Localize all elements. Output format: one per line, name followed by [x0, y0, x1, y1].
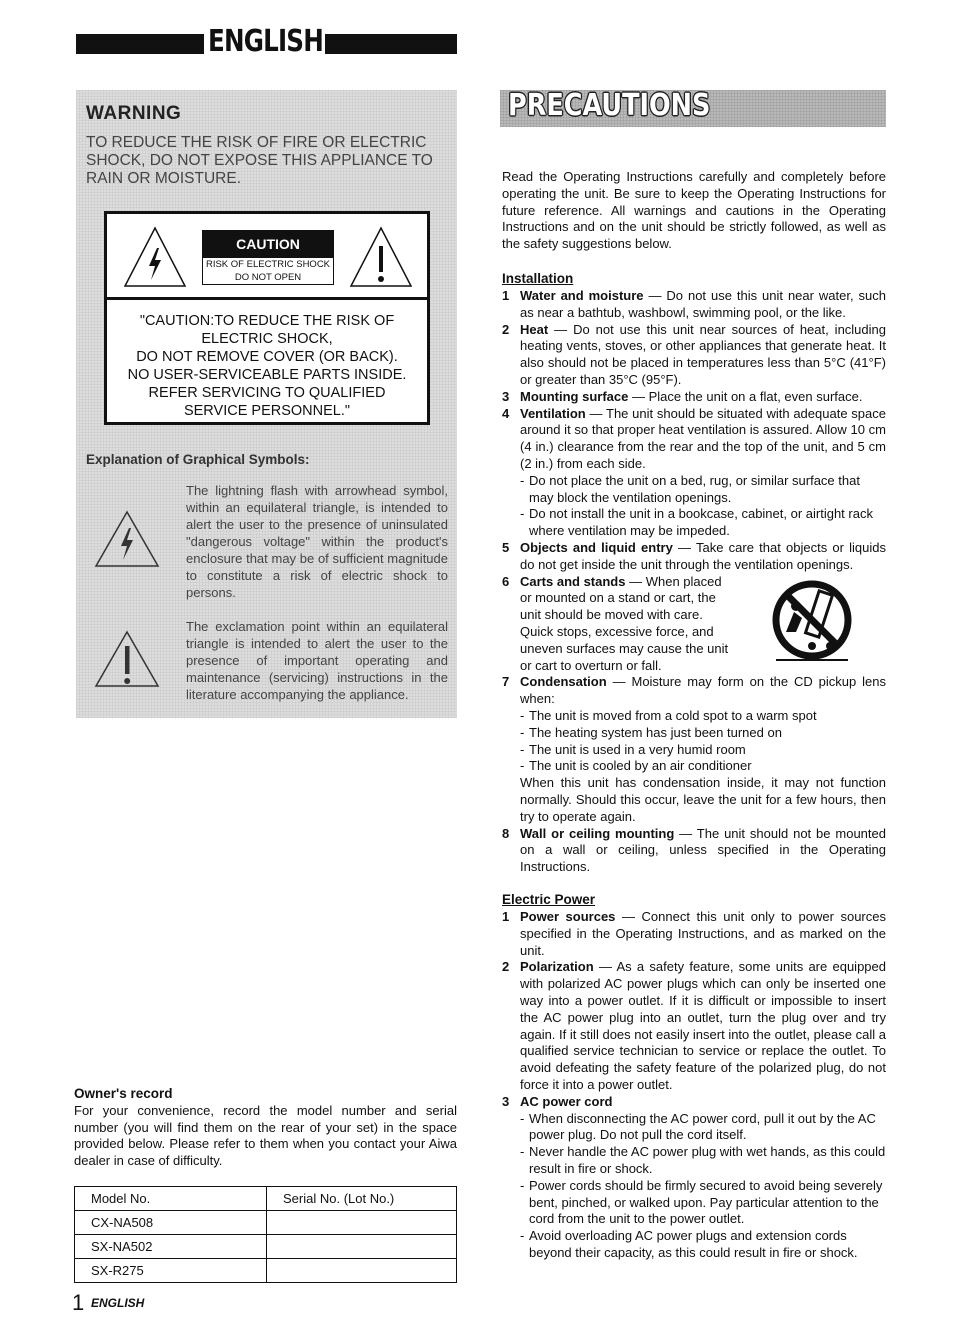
sub-item: - The unit is used in a very humid room — [520, 741, 746, 757]
sub-item-text: The heating system has just been turned on — [529, 724, 782, 740]
item-number: 3 — [502, 388, 510, 404]
sub-item-text: Avoid overloading AC power plugs and extension cords beyond their capacity, as this could result in fire or shock. — [529, 1228, 858, 1260]
sub-item-text: The unit is used in a very humid room — [529, 741, 746, 757]
list-item — [502, 406, 886, 540]
caution-sub-2: DO NOT OPEN — [234, 272, 302, 283]
table-cell: SX-R275 — [75, 1259, 267, 1283]
sub-item-text: When disconnecting the AC power cord, pull it out by the AC power plug. Do not pull the cord itself. — [529, 1110, 876, 1143]
sub-item: - The heating system has just been turned on — [520, 724, 782, 740]
item-number: 2 — [502, 959, 510, 975]
table-cell: SX-NA502 — [75, 1235, 267, 1259]
list-item — [502, 674, 886, 825]
list-item — [502, 909, 886, 959]
item-text: — Connect this unit only to power sources specified in the Operating Instructions, and as marked on the unit. — [520, 909, 886, 958]
item-number: 5 — [502, 539, 510, 555]
sub-item: - Never handle the AC power plug with wet hands, as this could result in fire or shock. — [520, 1144, 886, 1176]
list-item — [502, 389, 886, 406]
sub-item-text: Do not install the unit in a bookcase, cabinet, or airtight rack where ventilation may be impeded. — [529, 506, 873, 539]
caution-label-area — [107, 214, 427, 300]
caution-box — [104, 211, 430, 425]
item-number: 1 — [502, 288, 510, 303]
caution-line: REFER SERVICING TO QUALIFIED — [148, 385, 386, 401]
list-item — [502, 959, 886, 1093]
item-number: 4 — [502, 405, 510, 421]
table-cell — [267, 1211, 457, 1235]
item-number: 6 — [502, 573, 510, 589]
item-number: 3 — [502, 1093, 510, 1109]
precautions-title: PRECAUTIONS — [508, 88, 711, 123]
sub-item-text: The unit is moved from a cold spot to a warm spot — [529, 707, 817, 723]
model-serial-table — [74, 1186, 457, 1283]
sub-item: - Do not place the unit on a bed, rug, or similar surface that may block the ventilation openings. — [520, 472, 860, 505]
caution-line: "CAUTION:TO REDUCE THE RISK OF — [139, 313, 395, 329]
item-number: 7 — [502, 674, 510, 690]
item-number: 8 — [502, 825, 510, 841]
item-text: — As a safety feature, some units are equipped with polarized AC power plugs which can only be inserted one way into a power outlet. If it is difficult or impossible to insert the AC power plug into an outlet, turn the plug over and try again. If it still does not easily insert into the outlet, please call a qualified service technician to service or replace the outlet. To avoid defeating the safety feature of the polarized plug, do not force it into a power outlet. — [520, 959, 886, 1092]
item-term: Condensation — [520, 674, 607, 690]
sub-item: - Do not install the unit in a bookcase, cabinet, or airtight rack where ventilation may be impeded. — [520, 506, 873, 539]
table-row — [75, 1211, 457, 1235]
item-term: Wall or ceiling mounting — [520, 825, 675, 841]
item-text: — When placed or mounted on a stand or cart, the unit should be moved with care. Quick stops, excessive force, and uneven surfaces may cause the unit or cart to overturn or fall. — [520, 573, 729, 673]
item-text: — Do not use this unit near sources of heat, including heating vents, stoves, or other appliances that generate heat. It also should not be placed in temperatures less than 5°C (41°F) or greater than 35°C (95°F). — [520, 321, 886, 387]
sub-item: - Power cords should be firmly secured to avoid being severely bent, pinched, or walked upon. Pay particular attention to the cord from the unit to the power outlet. — [520, 1177, 883, 1227]
sub-item: - The unit is cooled by an air conditioner — [520, 758, 752, 774]
item-term: Water and moisture — [520, 288, 644, 303]
owner-record-title: Owner's record — [74, 1086, 173, 1101]
owner-record-text: For your convenience, record the model number and serial number (you will find them on the rear of your set) in the space provided below. Please refer to them when you contact your Aiwa dealer in case of difficulty. — [74, 1103, 457, 1168]
explanation-title: Explanation of Graphical Symbols: — [86, 452, 310, 467]
list-item — [502, 540, 886, 574]
page-header-title: ENGLISH — [208, 24, 323, 59]
sub-item-text: Power cords should be firmly secured to avoid being severely bent, pinched, or walked upon. Pay particular attention to the cord from the unit to the power outlet. — [529, 1177, 883, 1227]
table-cell — [267, 1235, 457, 1259]
sub-item-text: Never handle the AC power plug with wet hands, as this could result in fire or shock. — [529, 1144, 886, 1176]
carts-text — [520, 574, 732, 675]
exclamation-triangle-icon — [94, 630, 160, 688]
item-term: Ventilation — [520, 405, 586, 421]
electric-power-list — [502, 909, 886, 1262]
sub-item-text: Do not place the unit on a bed, rug, or similar surface that may block the ventilation openings. — [529, 472, 860, 505]
warning-panel — [76, 90, 457, 718]
list-item — [502, 1094, 886, 1262]
table-cell — [267, 1259, 457, 1283]
condensation-after-text: When this unit has condensation inside, it may not function normally. Should this occur, leave the unit for a few hours, then try to operate again. — [520, 775, 886, 824]
precautions-banner — [500, 90, 886, 127]
sub-item: - The unit is moved from a cold spot to a warm spot — [520, 707, 817, 723]
list-item — [502, 322, 886, 389]
caution-line: ELECTRIC SHOCK, — [201, 331, 333, 347]
lightning-triangle-icon — [94, 510, 160, 568]
item-text: — Moisture may form on the CD pickup lens when: — [520, 674, 886, 707]
installation-title: Installation — [502, 271, 574, 286]
header-bar-left — [76, 34, 204, 54]
item-number: 2 — [502, 321, 510, 337]
item-number: 1 — [502, 909, 510, 924]
warning-title: WARNING — [86, 103, 182, 124]
header-bar-right — [325, 34, 457, 54]
warning-text: TO REDUCE THE RISK OF FIRE OR ELECTRIC SHOCK, DO NOT EXPOSE THIS APPLIANCE TO RAIN OR MOISTURE. — [86, 134, 433, 187]
table-row — [75, 1259, 457, 1283]
sub-item: - When disconnecting the AC power cord, pull it out by the AC power plug. Do not pull the cord itself. — [520, 1110, 876, 1143]
page-number: 1 — [72, 1290, 85, 1315]
lightning-triangle-icon — [123, 226, 187, 288]
item-text: — Place the unit on a flat, even surface. — [628, 388, 863, 404]
item-term: Power sources — [520, 909, 616, 924]
item-text: — The unit should be situated with adequate space around it so that proper heat ventilation is assured. Allow 10 cm (4 in.) clearance from the rear and the top of the unit, and 5 cm (2 in.) from each side. — [520, 405, 886, 471]
cart-warning-icon — [772, 580, 852, 666]
item-term: Heat — [520, 321, 549, 337]
item-text: — Take care that objects or liquids do not get inside the unit through the ventilation openings. — [520, 539, 886, 572]
item-term: AC power cord — [520, 1093, 613, 1109]
caution-line: NO USER-SERVICEABLE PARTS INSIDE. — [127, 367, 407, 383]
sub-item: - Avoid overloading AC power plugs and extension cords beyond their capacity, as this could result in fire or shock. — [520, 1228, 858, 1260]
symbol-exclamation-text: The exclamation point within an equilateral triangle is intended to alert the user to the presence of important operating and maintenance (servicing) instructions in the literature accompanying the appliance. — [186, 619, 448, 702]
caution-label: CAUTION — [203, 231, 333, 258]
caution-message — [113, 312, 421, 420]
caution-sub-1: RISK OF ELECTRIC SHOCK — [205, 259, 331, 270]
list-item — [502, 288, 886, 322]
item-text: — The unit should not be mounted on a wall or ceiling, unless specified in the Operating Instructions. — [520, 825, 886, 875]
electric-power-title: Electric Power — [502, 892, 596, 907]
item-term: Carts and stands — [520, 573, 626, 589]
list-item — [502, 826, 886, 876]
symbol-lightning-text: The lightning flash with arrowhead symbol, within an equilateral triangle, is intended to alert the user to the presence of uninsulated "dangerous voltage" within the product's enclosure that may be of sufficient magnitude to constitute a risk of electric shock to persons. — [186, 483, 448, 600]
item-term: Mounting surface — [520, 388, 629, 404]
sub-item-text: The unit is cooled by an air conditioner — [529, 758, 752, 774]
item-text: — Do not use this unit near water, such as near a bathtub, washbowl, swimming pool, or the like. — [520, 288, 886, 320]
caution-label-box — [202, 230, 334, 285]
table-header-cell: Serial No. (Lot No.) — [267, 1187, 457, 1211]
item-term: Polarization — [520, 959, 594, 975]
item-term: Objects and liquid entry — [520, 539, 673, 555]
table-header-cell: Model No. — [75, 1187, 267, 1211]
table-row — [75, 1235, 457, 1259]
exclamation-triangle-icon — [349, 226, 413, 288]
precautions-intro: Read the Operating Instructions carefully and completely before operating the unit. Be sure to keep the Operating Instructions for future reference. All warnings and cautions in the Operating Instructions and on the unit should be strictly followed, as well as the safety suggestions below. — [502, 169, 886, 252]
caution-line: SERVICE PERSONNEL." — [183, 403, 351, 419]
caution-line: DO NOT REMOVE COVER (OR BACK). — [136, 349, 398, 365]
table-header-row — [75, 1187, 457, 1211]
page-language: ENGLISH — [91, 1296, 145, 1310]
table-cell: CX-NA508 — [75, 1211, 267, 1235]
